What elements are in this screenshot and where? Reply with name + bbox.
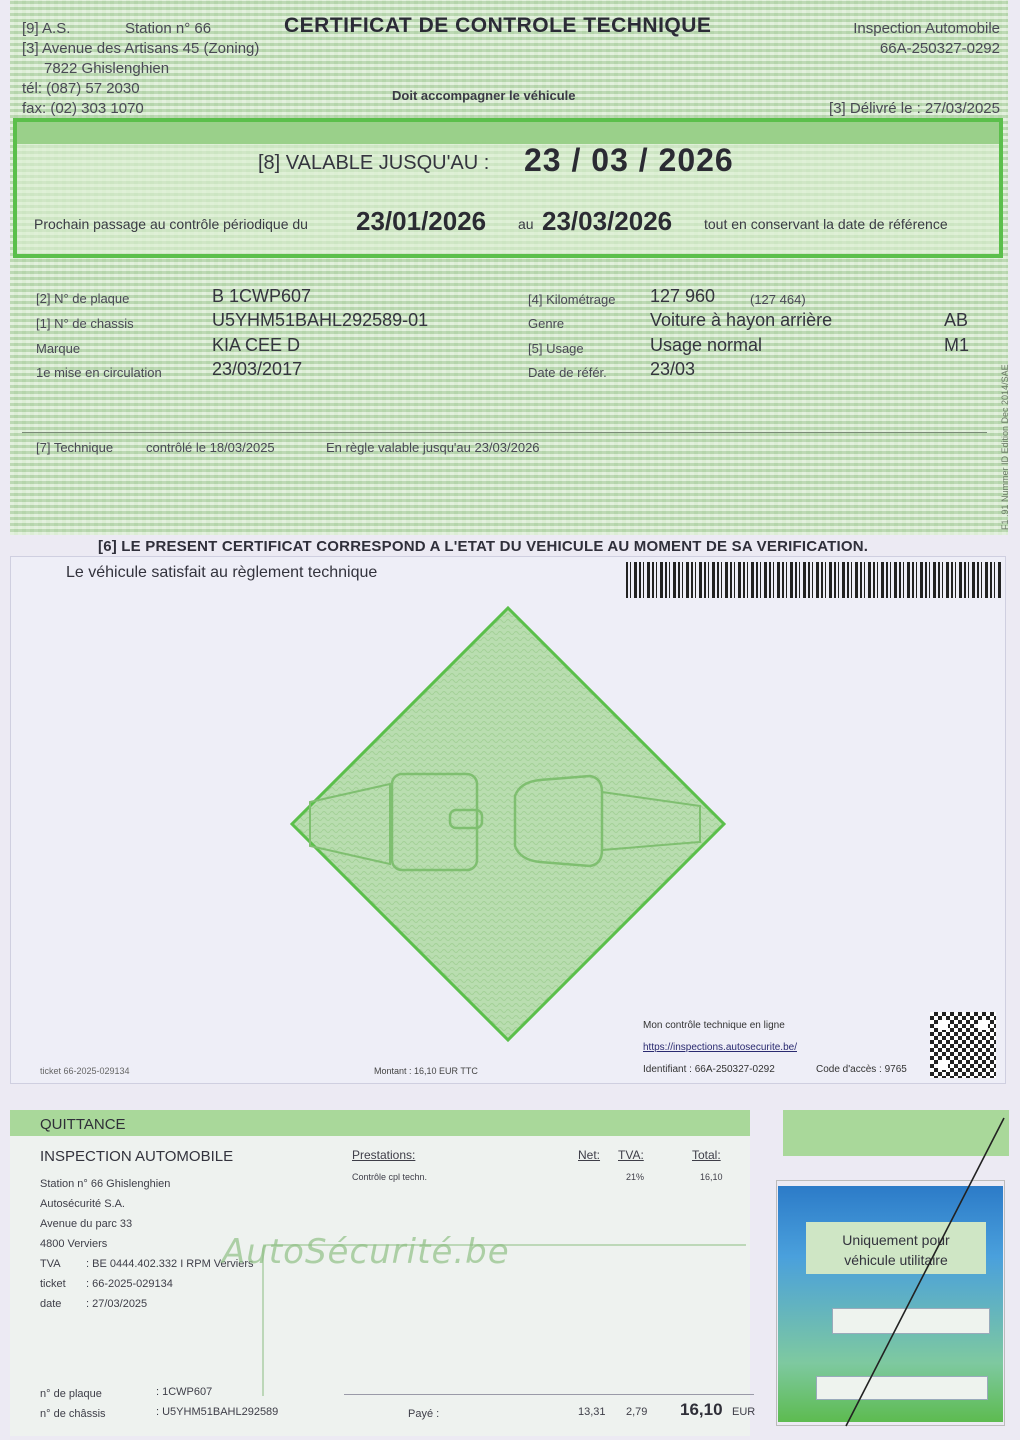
station-fax: fax: (02) 303 1070 (22, 100, 144, 117)
validity-label: [8] VALABLE JUSQU'AU : (258, 152, 490, 174)
payment-divider (344, 1394, 754, 1395)
services-header: Prestations: (352, 1148, 416, 1162)
online-check-link[interactable]: https://inspections.autosecurite.be/ (643, 1042, 797, 1053)
receipt-plate-label: n° de plaque (40, 1388, 102, 1400)
online-access-code: Code d'accès : 9765 (816, 1064, 907, 1075)
usage-code: M1 (944, 335, 970, 355)
plate-label: [2] N° de plaque (36, 291, 130, 306)
tva-header: TVA: (618, 1148, 644, 1162)
header-code: [9] A.S. (22, 20, 71, 37)
receipt-city: 4800 Verviers (40, 1238, 108, 1250)
next-inspection-from: 23/01/2026 (356, 206, 487, 236)
plate-value: B 1CWP607 (212, 286, 312, 306)
inspection-result: Le véhicule satisfait au règlement technique (66, 564, 378, 581)
paid-label: Payé : (408, 1408, 440, 1420)
brand-label: Marque (36, 341, 81, 356)
technique-divider (22, 432, 987, 433)
utility-line-2: véhicule utilitaire (844, 1252, 948, 1268)
certificate-reference: 66A-250327-0292 (879, 40, 1000, 57)
next-inspection-mid: au (518, 216, 534, 232)
chassis-label: [1] N° de chassis (36, 316, 134, 331)
paid-tva: 2,79 (626, 1406, 648, 1418)
validity-date: 23 / 03 / 2026 (524, 142, 734, 178)
first-registration-value: 23/03/2017 (212, 359, 303, 379)
genre-label: Genre (528, 316, 565, 331)
total-header: Total: (692, 1148, 721, 1162)
first-registration-label: 1e mise en circulation (36, 365, 162, 380)
paid-total: 16,10 (680, 1400, 723, 1419)
service-tva-rate: 21% (626, 1172, 645, 1182)
qr-code (930, 1012, 996, 1078)
receipt-date-label: date (40, 1298, 62, 1310)
usage-label: [5] Usage (528, 341, 584, 356)
document-title: CERTIFICAT DE CONTROLE TECHNIQUE (284, 14, 712, 37)
document-subtitle: Doit accompagner le véhicule (392, 88, 576, 103)
station-city: 7822 Ghislenghien (44, 60, 170, 77)
seatbelt-approval-diamond (290, 606, 726, 1042)
barcode (626, 562, 1002, 598)
mileage-label: [4] Kilométrage (528, 292, 616, 307)
utility-line-1: Uniquement pour (842, 1232, 950, 1248)
reference-date-label: Date de référ. (528, 365, 607, 380)
reference-date-value: 23/03 (650, 359, 696, 379)
receipt-ticket-value: : 66-2025-029134 (86, 1278, 173, 1290)
online-check-title: Mon contrôle technique en ligne (643, 1020, 785, 1031)
previous-mileage: (127 464) (750, 292, 806, 307)
service-item: Contrôle cpl techn. (352, 1172, 428, 1182)
receipt-street: Avenue du parc 33 (40, 1218, 133, 1230)
receipt-tva-value: : BE 0444.402.332 I RPM Verviers (86, 1258, 254, 1270)
chassis-value: U5YHM51BAHL292589-01 (212, 310, 429, 330)
station-address: [3] Avenue des Artisans 45 (Zoning) (22, 40, 260, 57)
amount-ttc: Montant : 16,10 EUR TTC (374, 1066, 478, 1076)
receipt-title: QUITTANCE (40, 1116, 126, 1133)
genre-code: AB (944, 310, 969, 330)
paid-net: 13,31 (578, 1406, 606, 1418)
receipt-watermark-frame (262, 1244, 746, 1396)
station-phone: tél: (087) 57 2030 (22, 80, 140, 97)
technique-valid: En règle valable jusqu'au 23/03/2026 (326, 440, 540, 455)
technique-label: [7] Technique (36, 440, 114, 455)
issuer-org: Inspection Automobile (853, 20, 1000, 37)
receipt-date-value: : 27/03/2025 (86, 1298, 148, 1310)
receipt-chassis-value: : U5YHM51BAHL292589 (156, 1406, 279, 1418)
form-side-reference: F1 .91 Nummer ID Edition Dec 2014/SAE (1000, 364, 1010, 530)
brand-value: KIA CEE D (212, 335, 301, 355)
receipt-ticket-label: ticket (40, 1278, 66, 1290)
net-header: Net: (578, 1148, 601, 1162)
online-identifier: Identifiant : 66A-250327-0292 (643, 1064, 775, 1075)
service-total: 16,10 (700, 1172, 723, 1182)
next-inspection-prefix: Prochain passage au contrôle périodique du (34, 216, 308, 232)
receipt-chassis-label: n° de châssis (40, 1408, 106, 1420)
receipt-plate-value: : 1CWP607 (156, 1386, 213, 1398)
mileage-value: 127 960 (650, 286, 716, 306)
genre-value: Voiture à hayon arrière (650, 310, 833, 330)
cross-out-line (776, 1110, 1012, 1430)
autosecurite-logo: AutoSécurité.be (222, 1232, 510, 1272)
next-inspection-suffix: tout en conservant la date de référence (704, 216, 948, 232)
station-number: Station n° 66 (125, 20, 212, 37)
ticket-number: ticket 66-2025-029134 (40, 1066, 130, 1076)
next-inspection-to: 23/03/2026 (542, 206, 673, 236)
receipt-tva-label: TVA (40, 1258, 61, 1270)
validity-stripe (17, 122, 999, 144)
receipt-org: INSPECTION AUTOMOBILE (40, 1148, 234, 1165)
technique-controlled: contrôlé le 18/03/2025 (146, 440, 275, 455)
issue-date: [3] Délivré le : 27/03/2025 (829, 100, 1000, 117)
receipt-company: Autosécurité S.A. (40, 1198, 125, 1210)
usage-value: Usage normal (650, 335, 763, 355)
receipt-station: Station n° 66 Ghislenghien (40, 1178, 171, 1190)
paid-currency: EUR (732, 1406, 756, 1418)
certificate-statement: [6] LE PRESENT CERTIFICAT CORRESPOND A L'ETAT DU VEHICULE AU MOMENT DE SA VERIFICATION. (98, 538, 869, 555)
